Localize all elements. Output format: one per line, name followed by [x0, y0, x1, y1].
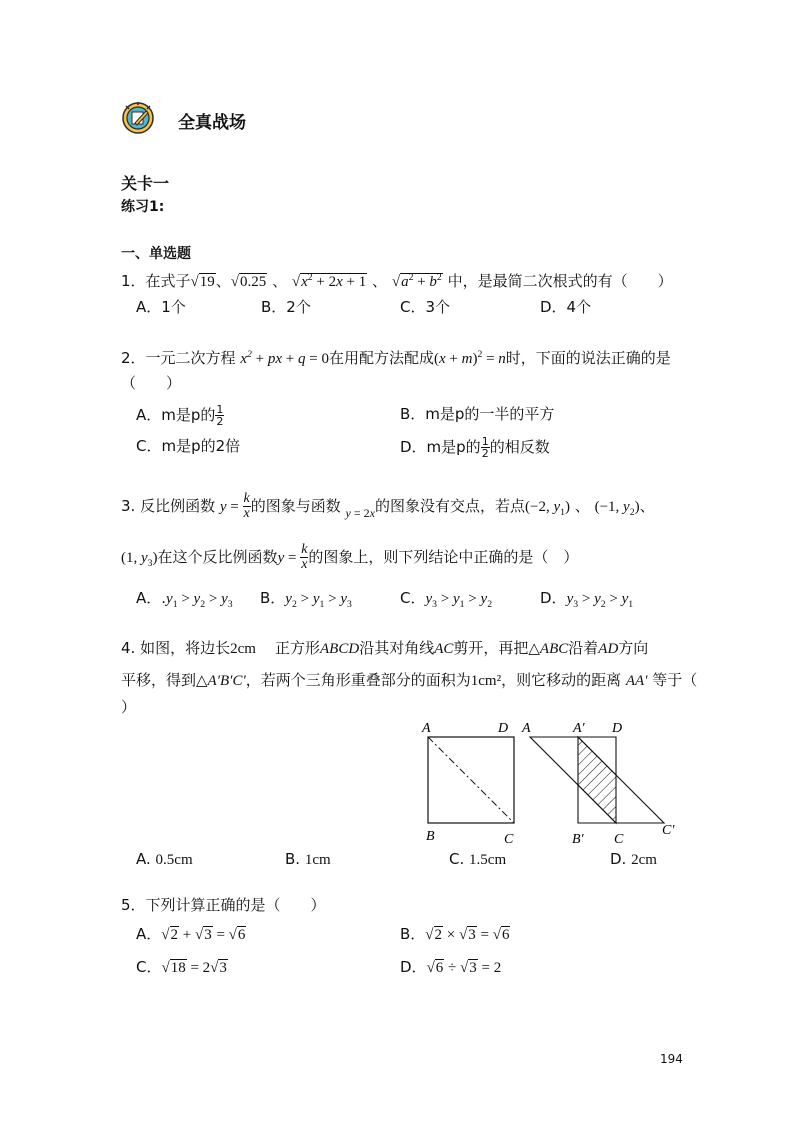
q1-option-d[interactable]: D．4个: [540, 298, 592, 316]
q1-option-b[interactable]: B．2个: [261, 298, 311, 316]
question-4: 4. 如图，将边长2cm 正方形ABCD沿其对角线AC剪开，再把△ABC沿着AD方向: [121, 639, 649, 657]
fig1-label-c: C: [504, 832, 514, 847]
fig1-label-d: D: [498, 721, 509, 736]
q4-option-a[interactable]: A. 0.5cm: [136, 850, 193, 868]
question-2: 2．一元二次方程 $x^2$ + px + q = 0在用配方法配成$(x + m)^2 = n$时，下面的说法正确的是: [121, 349, 671, 367]
q3-option-a[interactable]: A．$.y_1 > y_2 > y_3$: [136, 589, 233, 610]
q4-option-b[interactable]: B. 1cm: [285, 850, 331, 868]
page-title: 全真战场: [178, 113, 246, 133]
q3-option-d[interactable]: D．$y_3 > y_2 > y_1$: [540, 589, 634, 610]
q4-figure-translation: [518, 716, 688, 852]
question-5: 5．下列计算正确的是（ ）: [121, 896, 326, 914]
q2-option-d[interactable]: D．m是p的 $\frac{1}{2}$ 的相反数: [400, 435, 550, 460]
page-number: 194: [660, 1052, 683, 1066]
q4-option-c[interactable]: C. 1.5cm: [449, 850, 507, 868]
level-heading: 关卡一: [121, 174, 170, 193]
q5-option-b[interactable]: B．√2 × √3 = √6: [400, 925, 510, 943]
q3-option-b[interactable]: B．$y_2 > y_1 > y_3$: [260, 589, 352, 610]
fig2-label-c: C: [614, 832, 624, 847]
fig2-label-b-prime: B′: [572, 832, 584, 847]
fig2-label-a: A: [522, 721, 531, 736]
q3-option-c[interactable]: C．$y_3 > y_1 > y_2$: [400, 589, 493, 610]
section-heading: 一、单选题: [121, 246, 191, 262]
q4-option-d[interactable]: D. 2cm: [610, 850, 657, 868]
q5-option-d[interactable]: D．√6 ÷ √3 = 2: [400, 958, 502, 976]
question-4-line3: ）: [121, 698, 137, 716]
fig2-label-a-prime: A′: [573, 721, 585, 736]
q5-option-a[interactable]: A．√2 + √3 = √6: [136, 925, 246, 943]
q1-option-c[interactable]: C．3个: [400, 298, 451, 316]
q2-option-b[interactable]: B．m是p的一半的平方: [400, 405, 555, 423]
fig2-label-d: D: [612, 721, 623, 736]
question-4-line2: 平移，得到△A′B′C′，若两个三角形重叠部分的面积为1cm²，则它移动的距离 AA′ 等于（: [121, 671, 698, 689]
q2-option-a[interactable]: A．m是p的 $\frac{1}{2}$: [136, 403, 224, 428]
fig2-label-c-prime: C′: [662, 823, 675, 838]
practice-heading: 练习1:: [121, 199, 165, 215]
pencil-badge-icon: [121, 101, 155, 135]
question-1: 1．在式子√19、√0.25 、 $√x^2 + 2x + 1$ 、 $√a^2 + b^2$ 中，是最简二次根式的有（ ）: [121, 272, 673, 290]
question-3-cont: (1, $y_3$)在这个反比例函数y = $\frac{k}{x}$ 的图象上，则下列结论中正确的是（ ）: [121, 542, 579, 572]
fig1-label-a: A: [422, 721, 431, 736]
question-3: 3. 反比例函数 y = $\frac{k}{x}$ 的图象与函数 $_{y = 2x}$的图象没有交点，若点(−2, $y_1$) 、 (−1, $y_2$)、: [121, 491, 655, 521]
fig1-label-b: B: [426, 829, 435, 844]
q5-option-c[interactable]: C．√18 = 2√3: [136, 958, 227, 976]
q2-option-c[interactable]: C．m是p的2倍: [136, 437, 241, 455]
q1-option-a[interactable]: A．1个: [136, 298, 186, 316]
q4-figure-square: [418, 716, 528, 852]
question-2-cont: （ ）: [121, 374, 182, 392]
